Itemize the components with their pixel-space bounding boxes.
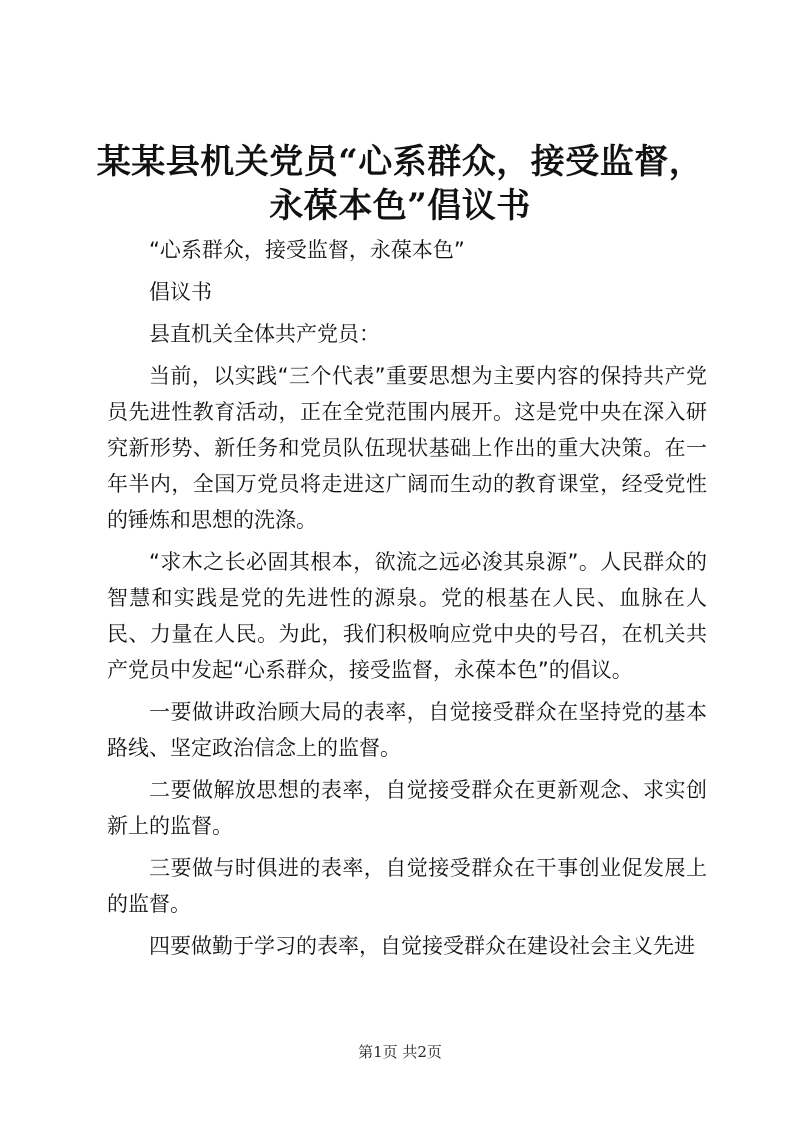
paragraph-body: 二要做解放思想的表率，自觉接受群众在更新观念、求实创新上的监督。: [107, 778, 707, 838]
paragraph-salutation: 县直机关全体共产党员：: [149, 322, 380, 346]
document-title: 某某县机关党员“心系群众，接受监督，永葆本色”倡议书: [96, 142, 704, 226]
paragraph-body: 四要做勤于学习的表率，自觉接受群众在建设社会主义先进: [149, 934, 695, 958]
paragraph-body: 当前，以实践“三个代表”重要思想为主要内容的保持共产党员先进性教育活动，正在全党范围内展开。这是党中央在深入研究新形势、新任务和党员队伍现状基础上作出的重大决策。在一年半内，全国万党员将走进这广阔而生动的教育课堂，经受党性的锤炼和思想的洗涤。: [107, 364, 707, 532]
paragraph-body: “求木之长必固其根本，欲流之远必浚其泉源”。人民群众的智慧和实践是党的先进性的源泉。党的根基在人民、血脉在人民、力量在人民。为此，我们积极响应党中央的号召，在机关共产党员中发起“心系群众，接受监督，永葆本色”的倡议。: [107, 550, 707, 682]
paragraph-body: 一要做讲政治顾大局的表率，自觉接受群众在坚持党的基本路线、坚定政治信念上的监督。: [107, 700, 707, 760]
page-footer: 第1页 共2页: [358, 1043, 442, 1061]
paragraph-doc-type: 倡议书: [149, 280, 212, 304]
paragraph-subtitle: “心系群众，接受监督，永葆本色”: [149, 238, 465, 262]
document-body: [107, 232, 707, 970]
paragraph-body: 三要做与时俱进的表率，自觉接受群众在干事创业促发展上的监督。: [107, 856, 707, 916]
